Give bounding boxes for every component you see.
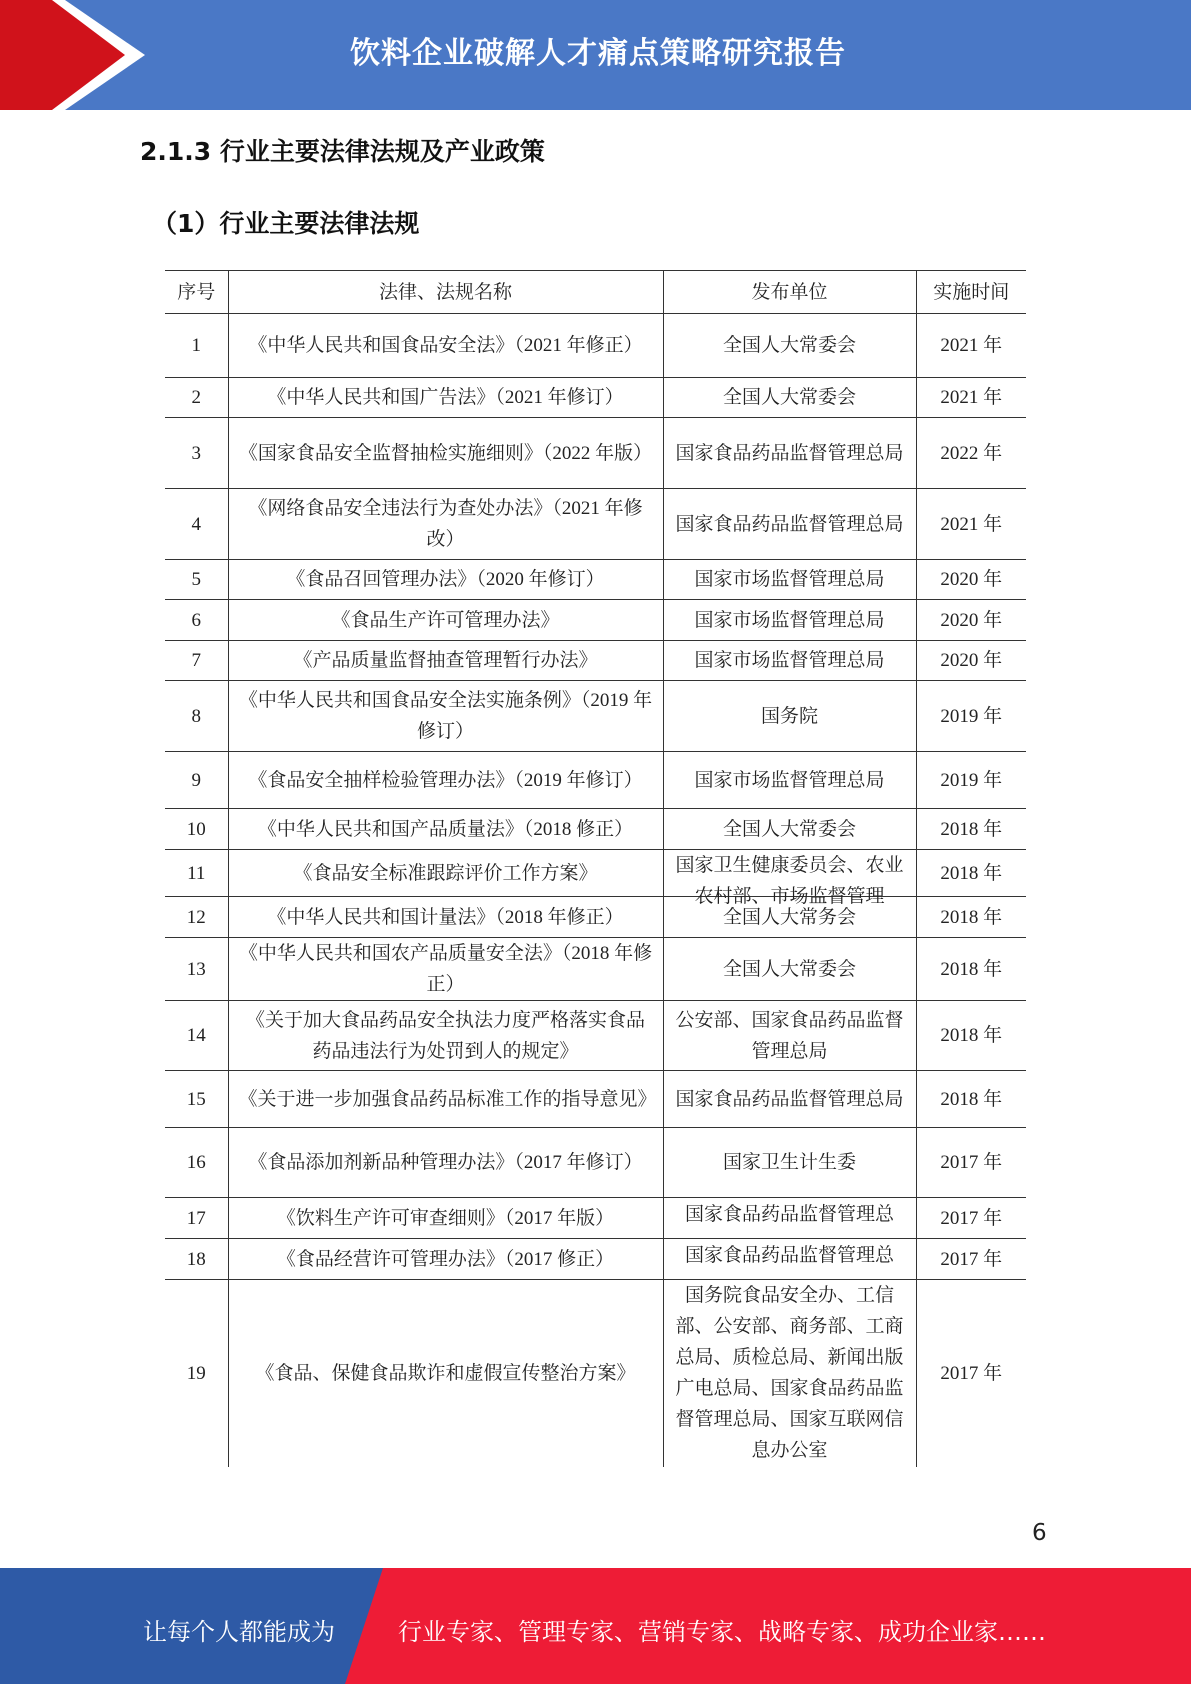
row-date: 2021 年: [916, 378, 1026, 418]
row-name: 《食品安全抽样检验管理办法》（2019 年修订）: [228, 752, 663, 809]
row-no: 13: [165, 938, 228, 1001]
row-org: 全国人大常委会: [663, 809, 916, 850]
row-name: 《关于进一步加强食品药品标准工作的指导意见》: [228, 1071, 663, 1128]
table-row: [165, 897, 1026, 938]
row-name: 《食品、保健食品欺诈和虚假宣传整治方案》: [228, 1280, 663, 1467]
row-org: 全国人大常务会: [663, 897, 916, 938]
row-org-text: 国家卫生健康委员会、农业农村部、市场监督管理: [675, 855, 904, 907]
row-org: 全国人大常委会: [663, 314, 916, 378]
row-date: 2017 年: [916, 1198, 1026, 1239]
row-org: 国家食品药品监督管理总局: [663, 418, 916, 489]
column-header-name: 法律、法规名称: [228, 271, 663, 314]
row-name: 《中华人民共和国产品质量法》（2018 修正）: [228, 809, 663, 850]
row-date: 2022 年: [916, 418, 1026, 489]
row-org: 国务院: [663, 681, 916, 752]
table-row: [165, 1280, 1026, 1467]
row-no: 10: [165, 809, 228, 850]
row-date: 2020 年: [916, 641, 1026, 681]
table-row: [165, 560, 1026, 600]
row-org: 国家市场监督管理总局: [663, 560, 916, 600]
row-date: 2017 年: [916, 1128, 1026, 1198]
row-no: 5: [165, 560, 228, 600]
row-org: 国家食品药品监督管理总局: [663, 1071, 916, 1128]
row-org: 国家市场监督管理总局: [663, 641, 916, 681]
page-header: [0, 0, 1191, 110]
section-heading: 2.1.3 行业主要法律法规及产业政策: [140, 137, 545, 166]
column-header-org: 发布单位: [663, 271, 916, 314]
row-org: [663, 850, 916, 907]
row-no: 3: [165, 418, 228, 489]
laws-table: [165, 270, 1026, 1467]
row-name: 《关于加大食品药品安全执法力度严格落实食品药品违法行为处罚到人的规定》: [228, 1001, 663, 1071]
row-org: 国家市场监督管理总局: [663, 600, 916, 641]
row-name: 《食品安全标准跟踪评价工作方案》: [228, 850, 663, 897]
row-no: 12: [165, 897, 228, 938]
row-date: 2018 年: [916, 809, 1026, 850]
row-date: 2018 年: [916, 897, 1026, 938]
table-row: [165, 314, 1026, 378]
table-row: [165, 681, 1026, 752]
row-name: 《中华人民共和国食品安全法实施条例》（2019 年修订）: [228, 681, 663, 752]
row-name: 《食品生产许可管理办法》: [228, 600, 663, 641]
table-row: [165, 418, 1026, 489]
row-name: 《网络食品安全违法行为查处办法》（2021 年修改）: [228, 489, 663, 560]
row-org: 全国人大常委会: [663, 938, 916, 1001]
row-date: 2018 年: [916, 1001, 1026, 1071]
row-org-text: 国家食品药品监督管理总: [684, 1245, 894, 1266]
row-org: 公安部、国家食品药品监督管理总局: [663, 1001, 916, 1071]
table-row: [165, 1128, 1026, 1198]
row-no: 11: [165, 850, 228, 897]
row-no: 4: [165, 489, 228, 560]
row-no: 18: [165, 1239, 228, 1280]
row-org-text: 国家食品药品监督管理总: [684, 1204, 894, 1225]
row-org: 国家食品药品监督管理总局: [663, 489, 916, 560]
row-date: 2021 年: [916, 314, 1026, 378]
row-org: 国家卫生计生委: [663, 1128, 916, 1198]
row-no: 2: [165, 378, 228, 418]
row-date: 2020 年: [916, 600, 1026, 641]
row-no: 17: [165, 1198, 228, 1239]
header-title: 饮料企业破解人才痛点策略研究报告: [350, 36, 846, 71]
row-no: 19: [165, 1280, 228, 1467]
row-date: 2019 年: [916, 752, 1026, 809]
table-row: [165, 641, 1026, 681]
row-name: 《中华人民共和国农产品质量安全法》（2018 年修正）: [228, 938, 663, 1001]
table-row: [165, 1198, 1026, 1239]
table-row: [165, 1071, 1026, 1128]
table-row: [165, 1239, 1026, 1280]
row-org: 国务院食品安全办、工信部、公安部、商务部、工商总局、质检总局、新闻出版广电总局、国家食品药品监督管理总局、国家互联网信息办公室: [663, 1280, 916, 1467]
table-row: [165, 850, 1026, 897]
row-name: 《中华人民共和国食品安全法》（2021 年修正）: [228, 314, 663, 378]
table-row: [165, 600, 1026, 641]
row-date: 2020 年: [916, 560, 1026, 600]
row-no: 14: [165, 1001, 228, 1071]
table-row: [165, 809, 1026, 850]
row-name: 《食品经营许可管理办法》（2017 修正）: [228, 1239, 663, 1280]
table-header-row: [165, 271, 1026, 314]
row-date: 2021 年: [916, 489, 1026, 560]
row-name: 《产品质量监督抽查管理暂行办法》: [228, 641, 663, 681]
row-org: [663, 1198, 916, 1239]
row-no: 8: [165, 681, 228, 752]
row-no: 16: [165, 1128, 228, 1198]
row-date: 2019 年: [916, 681, 1026, 752]
section-subheading: （1）行业主要法律法规: [152, 209, 420, 238]
row-date: 2018 年: [916, 1071, 1026, 1128]
header-chevron-graphic: [0, 0, 160, 110]
table-row: [165, 378, 1026, 418]
row-date: 2018 年: [916, 850, 1026, 897]
row-org: 国家市场监督管理总局: [663, 752, 916, 809]
row-name: 《食品召回管理办法》（2020 年修订）: [228, 560, 663, 600]
row-date: 2017 年: [916, 1280, 1026, 1467]
row-no: 9: [165, 752, 228, 809]
row-name: 《中华人民共和国广告法》（2021 年修订）: [228, 378, 663, 418]
row-org: [663, 1239, 916, 1280]
column-header-date: 实施时间: [916, 271, 1026, 314]
row-no: 1: [165, 314, 228, 378]
table-row: [165, 752, 1026, 809]
footer-slogan-right: 行业专家、管理专家、营销专家、战略专家、成功企业家……: [398, 1618, 1046, 1646]
column-header-no: 序号: [165, 271, 228, 314]
row-name: 《饮料生产许可审查细则》（2017 年版）: [228, 1198, 663, 1239]
footer-slogan-left: 让每个人都能成为: [143, 1618, 335, 1646]
table-row: [165, 1001, 1026, 1071]
row-name: 《食品添加剂新品种管理办法》（2017 年修订）: [228, 1128, 663, 1198]
row-org: 全国人大常委会: [663, 378, 916, 418]
row-no: 7: [165, 641, 228, 681]
table-row: [165, 489, 1026, 560]
row-no: 6: [165, 600, 228, 641]
row-name: 《中华人民共和国计量法》（2018 年修正）: [228, 897, 663, 938]
row-name: 《国家食品安全监督抽检实施细则》（2022 年版）: [228, 418, 663, 489]
row-date: 2018 年: [916, 938, 1026, 1001]
row-date: 2017 年: [916, 1239, 1026, 1280]
page-footer: [0, 1568, 1191, 1684]
page-number: 6: [1032, 1520, 1047, 1546]
row-no: 15: [165, 1071, 228, 1128]
table-row: [165, 938, 1026, 1001]
